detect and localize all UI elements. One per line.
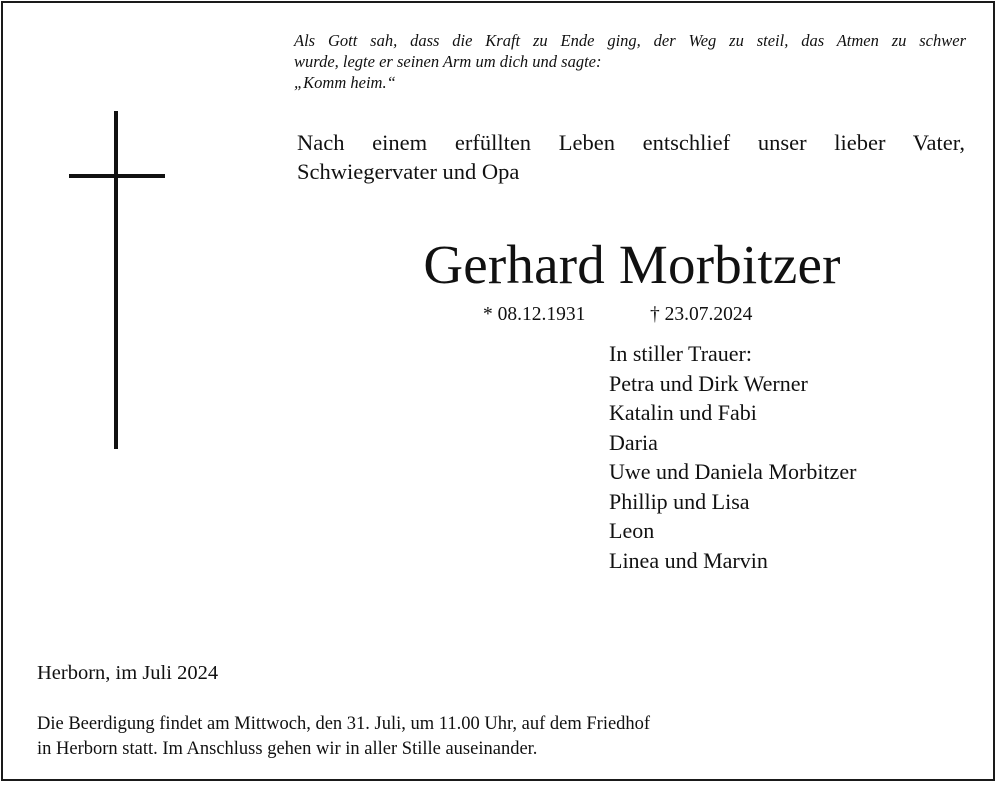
death-date: † 23.07.2024: [650, 304, 753, 325]
deceased-name: Gerhard Morbitzer: [423, 234, 841, 295]
intro-line: Nach einem erfüllten Leben entschlief unser lieber Vater,: [297, 130, 965, 155]
cross-icon-bar: [69, 174, 165, 178]
intro-line: Schwiegervater und Opa: [297, 159, 520, 184]
intro-text: [297, 128, 965, 186]
mourner-entry: Leon: [609, 518, 655, 543]
quote-block: [294, 30, 966, 93]
cross-icon: [114, 111, 118, 449]
mourner-entry: Petra und Dirk Werner: [609, 370, 808, 396]
mourner-entry: Uwe und Daniela Morbitzer: [609, 459, 857, 484]
funeral-line: Die Beerdigung findet am Mittwoch, den 31. Juli, um 11.00 Uhr, auf dem Friedhof: [37, 714, 651, 734]
mourner-entry: Daria: [609, 429, 658, 455]
mourners-list: [609, 339, 856, 575]
mourners-heading: In stiller Trauer:: [609, 341, 752, 366]
mourner-entry: Katalin und Fabi: [609, 400, 757, 425]
quote-line: „Komm heim.“: [294, 73, 396, 92]
mourner-entry: Phillip und Lisa: [609, 488, 750, 514]
birth-date: * 08.12.1931: [483, 304, 586, 325]
funeral-notice: [37, 712, 650, 761]
quote-line: wurde, legte er seinen Arm um dich und sagte:: [294, 52, 602, 71]
place-date: Herborn, im Juli 2024: [37, 662, 219, 684]
mourner-entry: Linea und Marvin: [609, 547, 768, 573]
quote-line: Als Gott sah, dass die Kraft zu Ende ging, der Weg zu steil, das Atmen zu schwer: [294, 31, 966, 50]
funeral-line: in Herborn statt. Im Anschluss gehen wir in aller Stille auseinander.: [37, 738, 538, 759]
